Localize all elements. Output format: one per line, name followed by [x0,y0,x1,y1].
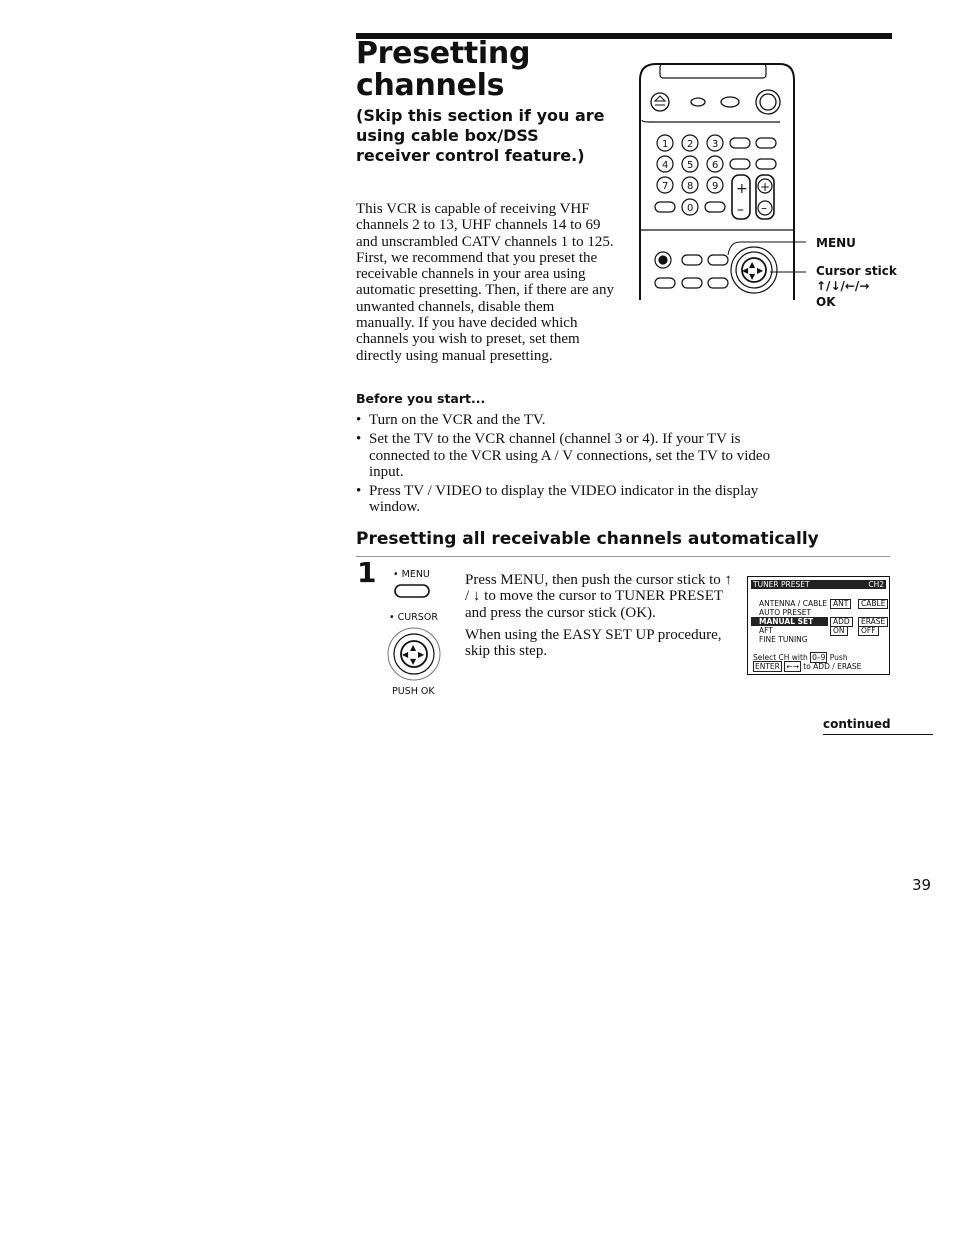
step-number: 1 [357,556,377,589]
svg-text:3: 3 [712,139,719,150]
remote-control-illustration [630,60,810,320]
page-subtitle: (Skip this section if you are using cable box/DSS receiver control feature.) [356,106,605,165]
svg-text:–: – [761,201,767,215]
svg-text:4: 4 [662,160,669,171]
svg-text:–: – [737,202,744,218]
menu-row-manual: MANUAL SET [759,617,814,626]
svg-text:+: + [760,180,771,194]
menu-row-aft: AFT [759,626,773,635]
svg-text:1: 1 [662,139,669,150]
svg-text:+: + [736,181,748,197]
screen-channel: CH2 [868,580,884,589]
menu-row-fine: FINE TUNING [759,635,808,644]
list-item: • Turn on the VCR and the TV. [356,412,546,428]
list-item: • Set the TV to the VCR channel (channel 3 or 4). If your TV is connected to the VCR using A / V connections, set the TV to video input. [356,431,771,480]
svg-text:▲: ▲ [410,643,417,652]
screen-footer-line2: ENTER ←→ to ADD / ERASE [755,662,862,671]
screen-header [751,580,886,589]
page-number: 39 [912,876,932,894]
continued-rule [823,734,933,735]
menu-button-label: • MENU [393,569,430,580]
cursor-stick-icon [385,625,445,683]
menu-row-auto: AUTO PRESET [759,608,812,617]
section-heading: Presetting all receivable channels automatically [356,529,819,549]
option-off: OFF [858,626,879,636]
svg-text:5: 5 [687,160,694,171]
menu-row-antenna: ANTENNA / CABLE [759,599,828,608]
list-item: • Press TV / VIDEO to display the VIDEO indicator in the display window. [356,483,759,516]
svg-text:▶: ▶ [418,650,425,659]
option-on: ON [830,626,848,636]
continued-label: continued [823,717,891,731]
cursor-stick-label: Cursor stick [816,264,897,278]
svg-text:▼: ▼ [410,657,417,666]
svg-text:▼: ▼ [749,272,756,281]
before-you-start-list [356,412,786,519]
screen-title: TUNER PRESET [753,580,810,589]
svg-text:0: 0 [687,203,694,214]
svg-text:▲: ▲ [749,260,756,269]
push-ok-label: PUSH OK [392,686,435,697]
ok-label: OK [816,295,836,309]
svg-text:◀: ◀ [742,266,749,275]
svg-text:9: 9 [712,181,719,192]
svg-text:◀: ◀ [402,650,409,659]
option-add: ADD [830,617,853,627]
cursor-arrows-label: ↑/↓/←/→ [816,279,870,293]
screen-footer-line1: Select CH with 0–9 Push [753,653,848,662]
before-you-start-heading: Before you start... [356,391,486,406]
svg-text:2: 2 [687,139,694,150]
option-erase: ERASE [858,617,888,627]
svg-text:8: 8 [687,181,694,192]
option-cable: CABLE [858,599,888,609]
option-ant: ANT [830,599,851,609]
svg-text:▶: ▶ [757,266,764,275]
tuner-preset-screen [747,576,890,675]
intro-paragraph: This VCR is capable of receiving VHF channels 2 to 13, UHF channels 14 to 69 and unscrambled CATV channels 1 to 125. First, we recommend that you preset the receivable channels in your area using automatic presetting. Then, if there are any unwanted channels, disable them manually. If you have decided which channels you wish to preset, set them directly using manual presetting. [356,201,614,364]
svg-text:7: 7 [662,181,669,192]
menu-label: MENU [816,236,856,250]
menu-button-icon [393,582,433,600]
svg-text:6: 6 [712,160,719,171]
cursor-label: • CURSOR [389,612,438,623]
section-rule [356,556,890,557]
page-title: Presetting channels [356,36,531,103]
step-note: When using the EASY SET UP procedure, skip this step. [465,627,722,660]
step-instruction: Press MENU, then push the cursor stick to ↑ / ↓ to move the cursor to TUNER PRESET and press the cursor stick (OK). [465,572,733,621]
